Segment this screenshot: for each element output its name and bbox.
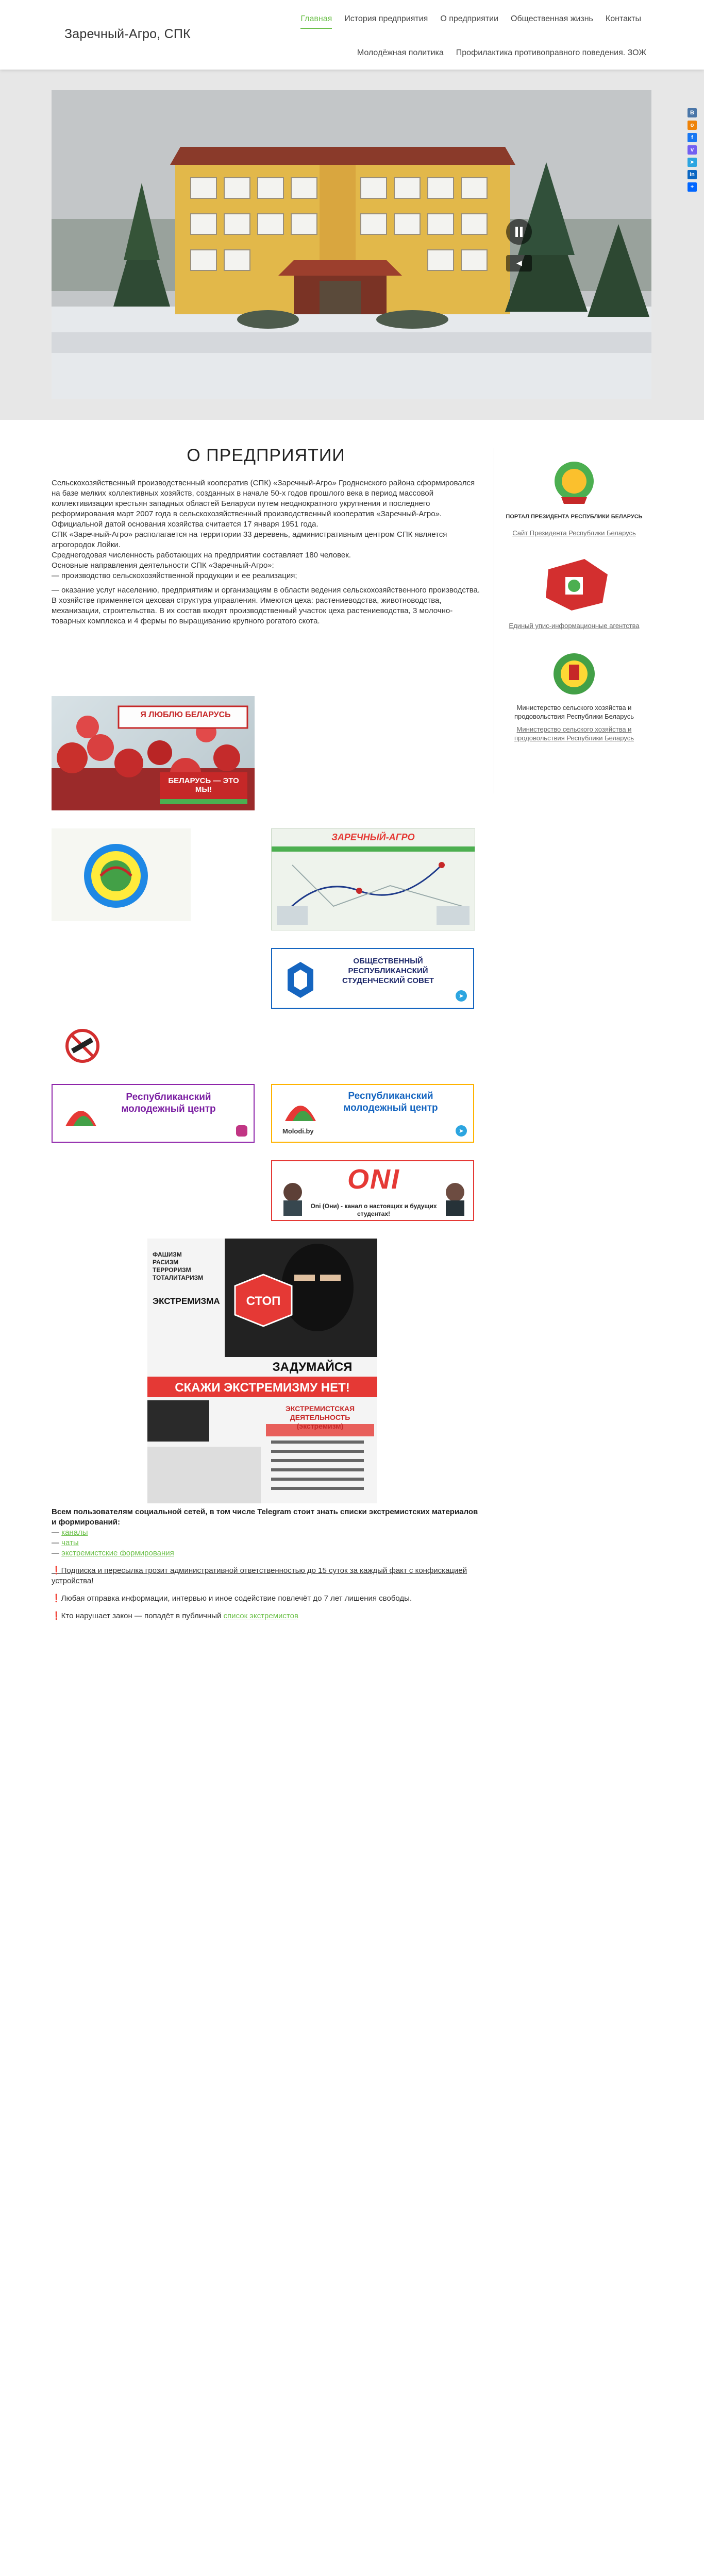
oni-title: ONI: [347, 1164, 400, 1195]
belarus-map-icon: [494, 554, 654, 616]
poster-line-1: ФАШИЗМ: [153, 1251, 182, 1258]
route-map-banner[interactable]: [271, 828, 475, 930]
site-header: [0, 0, 704, 70]
warning-line-2: ❗Любая отправка информации, интервью и иное содействие повлечёт до 7 лет лишения свободы.: [52, 1594, 412, 1603]
link-channels[interactable]: каналы: [61, 1528, 88, 1537]
youth-center-telegram-banner[interactable]: [271, 1084, 474, 1143]
student-council-banner[interactable]: [271, 948, 474, 1009]
nav-about[interactable]: О предприятии: [440, 14, 499, 23]
anti-extremism-poster[interactable]: [147, 1239, 377, 1503]
route-map-image: [272, 829, 475, 930]
main-nav-row2: [351, 46, 652, 60]
warning-line-3-text: ❗Кто нарушает закон — попадёт в публичный: [52, 1612, 224, 1620]
instagram-icon: [236, 1125, 247, 1137]
single-portal-widget[interactable]: [494, 554, 654, 630]
president-portal-widget[interactable]: [494, 459, 654, 537]
single-portal-link[interactable]: Единый упис-информационные агентства: [509, 622, 640, 630]
extremism-warning: [52, 1507, 480, 1621]
warning-line-1: ❗Подписка и пересылка грозит административной ответственностью до 15 суток за каждый факт с конфискацией устройства!: [52, 1566, 467, 1585]
telegram-icon-2: ➤: [456, 1125, 467, 1137]
link-formations[interactable]: экстремистские формирования: [61, 1549, 174, 1557]
nav-contacts[interactable]: Контакты: [605, 14, 641, 23]
route-map-title: ЗАРЕЧНЫЙ-АГРО: [331, 832, 415, 842]
facebook-share-icon[interactable]: f: [688, 133, 697, 142]
site-title[interactable]: Заречный-Агро, СПК: [64, 27, 191, 41]
no-drugs-icon: [52, 1025, 103, 1066]
love-belarus-bottom-text: БЕЛАРУСЬ — ЭТО МЫ!: [168, 776, 239, 794]
link-chats[interactable]: чаты: [61, 1538, 79, 1547]
youth-center-text: Республиканский молодежный центр: [121, 1092, 216, 1114]
vk-share-icon[interactable]: B: [688, 108, 697, 117]
sidebar: [494, 448, 654, 793]
hero-slide[interactable]: [52, 90, 651, 399]
poster-line-2: РАСИЗМ: [153, 1259, 179, 1266]
no-drugs-icon-banner[interactable]: [52, 1025, 103, 1066]
poster-line-3: ТЕРРОРИЗМ: [153, 1266, 191, 1274]
love-belarus-top-text: Я ЛЮБЛЮ БЕЛАРУСЬ: [140, 710, 231, 719]
pause-icon: [515, 227, 518, 237]
poster-block-title: ЭКСТРЕМИСТСКАЯ ДЕЯТЕЛЬНОСТЬ (экстремизм): [285, 1404, 355, 1430]
youth-emblem-banner[interactable]: [52, 828, 191, 921]
love-belarus-banner[interactable]: [52, 696, 255, 810]
youth-center-text-2: Республиканский молодежный центр: [343, 1091, 438, 1113]
emblem-image: [52, 828, 191, 921]
ministry-emblem-icon: [494, 649, 654, 701]
poster-extremism-word: ЭКСТРЕМИЗМА: [153, 1296, 220, 1306]
poster-think: ЗАДУМАЙСЯ: [272, 1360, 353, 1374]
oni-subtitle: Oni (Они) - канал о настоящих и будущих студентах!: [310, 1202, 437, 1217]
warning-heading: Всем пользователям социальной сетей, в том числе Telegram стоит знать списки экстремистских материалов и формирований:: [52, 1507, 478, 1527]
ministry-caption: Министерство сельского хозяйства и продовольствия Республики Беларусь: [514, 704, 634, 720]
student-council-text: ОБЩЕСТВЕННЫЙ РЕСПУБЛИКАНСКИЙ СТУДЕНЧЕСКИЙ СОВЕТ: [342, 957, 434, 985]
president-site-link[interactable]: Сайт Президента Республики Беларусь: [512, 529, 636, 537]
about-paragraph-5: — производство сельскохозяйственной продукции и ее реализация;: [52, 571, 297, 580]
poster-stop: СТОП: [246, 1294, 281, 1308]
nav-home[interactable]: Главная: [294, 12, 338, 26]
youth-center-instagram-banner[interactable]: [52, 1084, 255, 1143]
warning-item-chats: — чаты: [52, 1538, 79, 1547]
warning-line-3: [52, 1611, 480, 1621]
main-nav-row1: [294, 12, 647, 26]
nav-prevention[interactable]: Профилактика противоправного поведения. ЗОЖ: [456, 48, 646, 57]
pause-icon-bar2: [520, 227, 523, 237]
poster-line-4: ТОТАЛИТАРИЗМ: [153, 1274, 204, 1281]
about-paragraph-6: — оказание услуг населению, предприятиям и организациям в области ведения сельскохозяйственного производства.: [52, 586, 480, 595]
nav-public-life[interactable]: Общественная жизнь: [511, 14, 593, 23]
ok-share-icon[interactable]: o: [688, 121, 697, 130]
telegram-icon: ➤: [456, 990, 467, 1002]
viber-share-icon[interactable]: v: [688, 145, 697, 155]
main-content: [52, 446, 480, 626]
page-title: О ПРЕДПРИЯТИИ: [187, 446, 345, 465]
belarus-emblem-icon: [494, 459, 654, 510]
nav-history[interactable]: История предприятия: [344, 14, 428, 23]
oni-channel-banner[interactable]: [271, 1160, 474, 1221]
president-portal-caption: ПОРТАЛ ПРЕЗИДЕНТА РЕСПУБЛИКИ БЕЛАРУСЬ: [506, 514, 643, 520]
warning-item-formations: — экстремистские формирования: [52, 1549, 174, 1557]
chevron-left-icon: ◀: [516, 259, 522, 267]
building-photo: [52, 90, 651, 399]
molodi-label: Molodi.by: [282, 1127, 314, 1135]
about-paragraph-3: Среднегодовая численность работающих на предприятии составляет 180 человек.: [52, 551, 351, 560]
addtoany-share-icon[interactable]: +: [688, 182, 697, 192]
poster-slogan: СКАЖИ ЭКСТРЕМИЗМУ НЕТ!: [175, 1381, 350, 1395]
ministry-widget[interactable]: [494, 649, 654, 742]
slider-prev-button[interactable]: [506, 255, 532, 272]
poster-ideologies: [153, 1251, 225, 1282]
slider-pause-button[interactable]: [506, 219, 532, 245]
about-paragraph-1: Сельскохозяйственный производственный кооператив (СПК) «Заречный-Агро» Гродненского района сформировался на базе мелких коллективных хозяйств, созданных в начале 50-х годов прошлого века в период массовой коллективизации крестьян западных областей Беларуси путем неоднократного укрупнения и последнего реформирования март 2007 года в сельскохозяйственный производственный кооператив «Заречный-Агро». Официальной датой основания хозяйства считается 17 января 1951 года.: [52, 479, 475, 529]
linkedin-share-icon[interactable]: in: [688, 170, 697, 179]
telegram-share-icon[interactable]: ➤: [688, 158, 697, 167]
about-paragraph-4: Основные направления деятельности СПК «Заречный-Агро»:: [52, 561, 274, 570]
ministry-link[interactable]: Министерство сельского хозяйства и продовольствия Республики Беларусь: [514, 725, 634, 742]
floating-share-bar: [688, 108, 697, 192]
warning-item-channels: — каналы: [52, 1528, 88, 1537]
about-paragraph-7: В хозяйстве применяется цеховая структура управления. Имеются цеха: растениеводства, животноводства, механизации, строительства. В их состав входят производственный участок цеха растениеводства, 3 молочно-товарных комплекса и 4 фермы по выращиванию крупного рогатого скота.: [52, 596, 453, 625]
link-extremists-list[interactable]: список экстремистов: [223, 1612, 298, 1620]
about-paragraph-2: СПК «Заречный-Агро» располагается на территории 33 деревень, административным центром СПК является агрогородок Лойки.: [52, 530, 447, 549]
nav-youth-policy[interactable]: Молодёжная политика: [357, 48, 444, 57]
